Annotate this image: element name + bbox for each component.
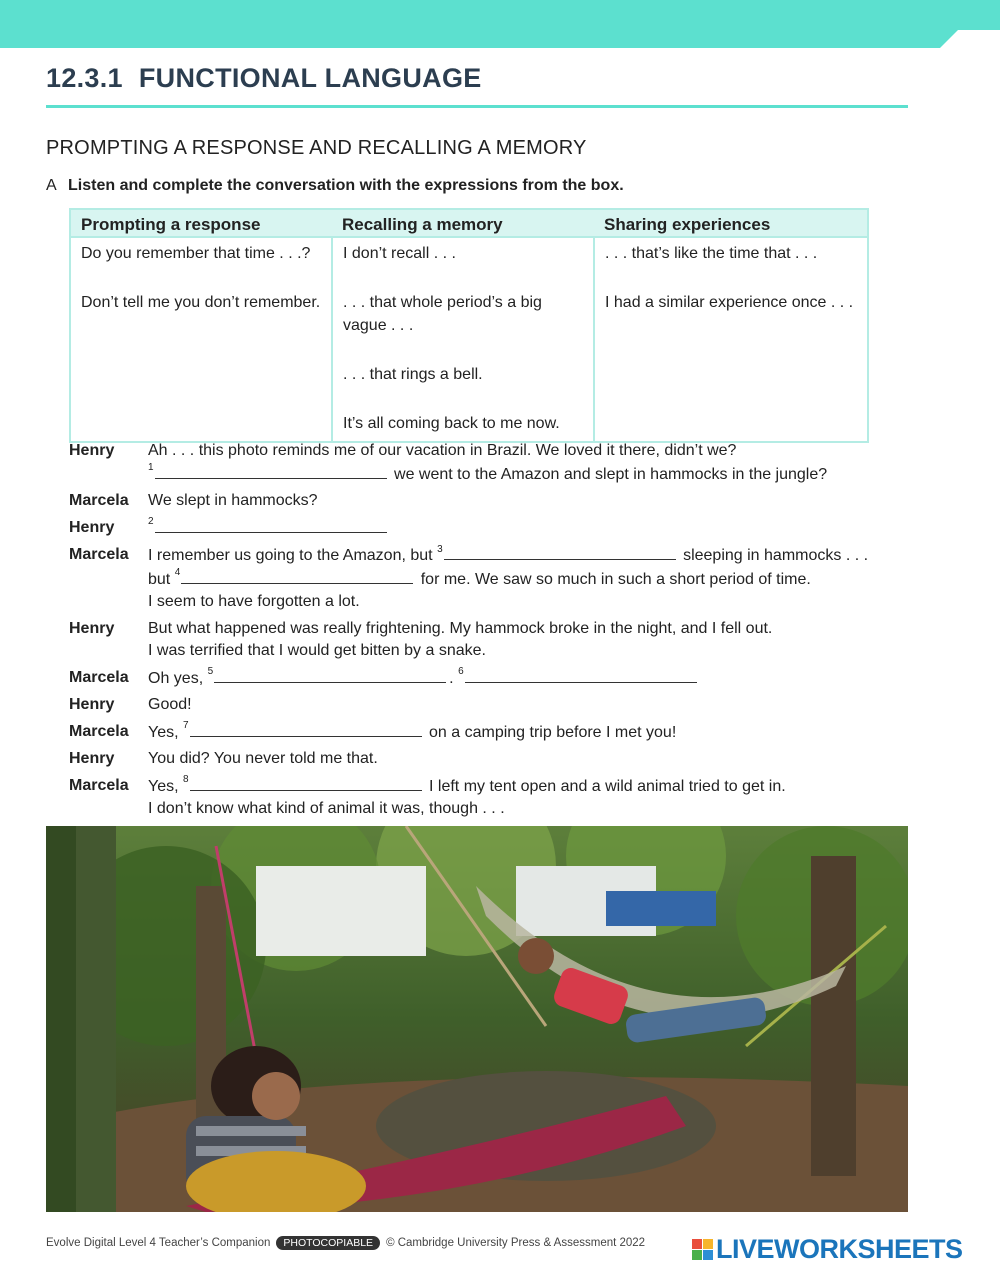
top-accent-band xyxy=(0,0,1000,48)
speaker-name: Henry xyxy=(69,696,115,713)
page-title xyxy=(46,60,908,96)
column-recalling xyxy=(332,237,594,442)
blank-number: 5 xyxy=(207,666,214,678)
dialogue-line xyxy=(69,748,909,771)
speech-text: But what happened was really frightening. My hammock broke in the night, and I fell out. I was terrified that I would get bitten by a snake. xyxy=(148,619,773,659)
blank-number: 3 xyxy=(437,543,443,555)
answer-blank-4[interactable] xyxy=(181,568,413,584)
answer-blank-3[interactable] xyxy=(444,544,676,560)
speech-text: You did? You never told me that. xyxy=(148,750,378,767)
blank-number: 2 xyxy=(148,516,154,528)
dialogue-line xyxy=(69,440,909,486)
speaker-name: Henry xyxy=(69,619,115,637)
speech-text: Yes, $^7$ on a camping trip before I met you! xyxy=(148,720,677,741)
page-footer xyxy=(46,1236,645,1250)
liveworksheets-logo xyxy=(692,1234,963,1264)
blank-number: 7 xyxy=(183,720,189,732)
section-number: 12.3.1 xyxy=(46,63,123,93)
expression-item: I had a similar experience once . . . xyxy=(605,294,854,311)
expression-item: . . . that whole period’s a big vague . . . xyxy=(343,294,542,334)
exercise-instruction xyxy=(46,177,624,195)
speech-text: Ah . . . this photo reminds me of our vacation in Brazil. We loved it there, didn’t we? $^1$ we went to the Amazon and slept in hammocks in the jungle? xyxy=(148,442,828,483)
exercise-letter: A xyxy=(46,177,57,194)
column-header-sharing: Sharing experiences xyxy=(594,209,868,237)
conversation xyxy=(69,440,909,825)
dialogue-line xyxy=(69,544,909,614)
speaker-name: Marcela xyxy=(69,722,129,740)
answer-blank-1[interactable] xyxy=(155,463,387,479)
jungle-hammock-photo xyxy=(46,826,908,1212)
answer-blank-5[interactable] xyxy=(214,667,446,683)
speaker-name: Marcela xyxy=(69,668,129,686)
speech-text: Oh yes, $^5$ . $^6$ xyxy=(148,667,909,691)
logo-tile xyxy=(703,1250,713,1260)
expression-item: Do you remember that time . . .? xyxy=(81,245,311,262)
logo-tile xyxy=(692,1250,702,1260)
speech-text xyxy=(148,517,909,541)
expression-item: I don’t recall . . . xyxy=(343,245,456,262)
photo-illustration xyxy=(46,826,908,1212)
speaker-name: Marcela xyxy=(69,492,129,509)
dialogue-line xyxy=(69,490,909,513)
speech-text: We slept in hammocks? xyxy=(148,492,318,509)
section-subtitle: PROMPTING A RESPONSE AND RECALLING A MEMORY xyxy=(46,137,587,159)
column-header-recalling: Recalling a memory xyxy=(332,209,594,237)
answer-blank-6[interactable] xyxy=(465,667,697,683)
section-title: FUNCTIONAL LANGUAGE xyxy=(138,63,482,93)
dialogue-line xyxy=(69,517,909,541)
expression-item: Don’t tell me you don’t remember. xyxy=(81,294,321,311)
answer-blank-8[interactable] xyxy=(190,775,422,791)
answer-blank-7[interactable] xyxy=(190,721,422,737)
book-title: Evolve Digital Level 4 Teacher’s Companion xyxy=(46,1237,271,1249)
speech-text: Yes, $^8$ I left my tent open and a wild animal tried to get in. I don’t know what kind of animal it was, though . . . xyxy=(148,774,786,817)
instruction-text: Listen and complete the conversation with the expressions from the box. xyxy=(68,177,624,194)
speech-text: I remember us going to the Amazon, but $^3$ sleeping in hammocks . . . but $^4$ for me. We saw so much in such a short period of time. I seem to have forgotten a lot. xyxy=(148,543,869,610)
page-header xyxy=(46,60,908,108)
speaker-name: Henry xyxy=(69,518,115,536)
logo-text: LIVEWORKSHEETS xyxy=(716,1234,963,1264)
expression-item: . . . that rings a bell. xyxy=(343,366,483,383)
dialogue-line xyxy=(69,694,909,717)
photocopiable-badge: PHOTOCOPIABLE xyxy=(276,1236,380,1250)
column-sharing xyxy=(594,237,868,442)
speaker-name: Marcela xyxy=(69,546,129,563)
copyright-text: © Cambridge University Press & Assessment 2022 xyxy=(386,1237,646,1249)
blank-number: 8 xyxy=(183,774,189,786)
expression-item: It’s all coming back to me now. xyxy=(343,415,560,432)
logo-tiles xyxy=(692,1239,713,1260)
logo-tile xyxy=(692,1239,702,1249)
answer-blank-2[interactable] xyxy=(155,517,387,533)
dialogue-line xyxy=(69,618,909,663)
blank-number: 6 xyxy=(458,666,464,678)
blank-number: 1 xyxy=(148,462,154,474)
speaker-name: Henry xyxy=(69,442,115,459)
column-header-prompting: Prompting a response xyxy=(70,209,332,237)
speech-text: Good! xyxy=(148,696,192,713)
blank-number: 4 xyxy=(174,567,181,579)
expression-box xyxy=(69,208,869,443)
expression-item: . . . that’s like the time that . . . xyxy=(605,245,818,262)
logo-tile xyxy=(703,1239,713,1249)
column-prompting xyxy=(70,237,332,442)
speaker-name: Henry xyxy=(69,750,115,767)
speaker-name: Marcela xyxy=(69,776,129,794)
dialogue-line xyxy=(69,775,909,821)
dialogue-line xyxy=(69,667,909,691)
dialogue-line xyxy=(69,721,909,745)
